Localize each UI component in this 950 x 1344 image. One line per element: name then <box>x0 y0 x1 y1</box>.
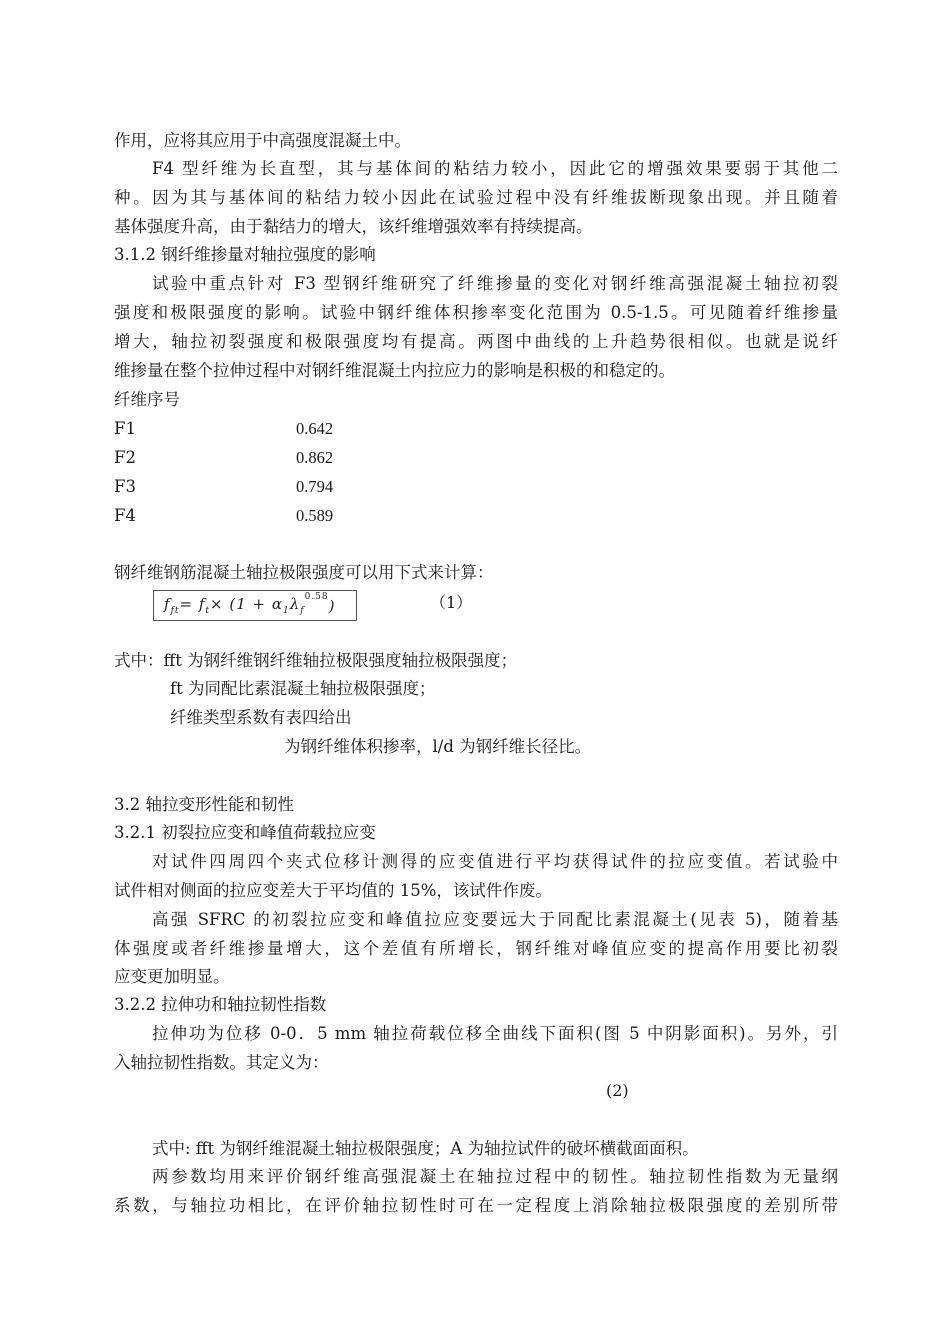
paragraph-line: F4 型纤维为长直型，其与基体间的粘结力较小，因此它的增强效果要弱于其他二 <box>152 159 838 178</box>
table-cell-id: F3 <box>114 477 136 496</box>
table-cell-value: 0.794 <box>296 477 334 496</box>
paragraph-line: 种。因为其与基体间的粘结力较小因此在试验过程中没有纤维拔断现象出现。并且随着 <box>114 188 838 207</box>
formula-lhs: $f_{ft}$ <box>164 595 180 616</box>
paragraph-line: 试验中重点针对 F3 型钢纤维研究了纤维掺量的变化对钢纤维高强混凝土轴拉初裂 <box>152 274 838 293</box>
formula-rest: × ($1 + \alpha_1$ <box>210 595 290 616</box>
formula-mid: = $f_t$ <box>179 595 211 616</box>
formula-close: ) <box>328 596 336 615</box>
paragraph-line: 作用，应将其应用于中高强度混凝土中。 <box>114 131 411 150</box>
paragraph-line: 强度和极限强度的影响。试验中钢纤维体积掺率变化范围为 0.5-1.5。可见随着纤维掺量 <box>114 303 838 322</box>
formula-image <box>153 590 357 621</box>
section-heading: 3.2 轴拉变形性能和韧性 <box>114 795 294 814</box>
paragraph-line: 基体强度升高，由于黏结力的增大，该纤维增强效率有持续提高。 <box>114 217 593 236</box>
where-line: ft 为同配比素混凝土轴拉极限强度； <box>170 679 436 698</box>
paragraph-line: 入轴拉韧性指数。其定义为： <box>114 1053 329 1072</box>
paragraph-line: 系数，与轴拉功相比，在评价轴拉韧性时可在一定程度上消除轴拉极限强度的差别所带 <box>114 1196 838 1215</box>
where-line: 为钢纤维体积掺率，l/d 为钢纤维长径比。 <box>284 737 592 756</box>
paragraph-line: 维掺量在整个拉伸过程中对钢纤维混凝土内拉应力的影响是积极的和稳定的。 <box>114 361 675 380</box>
equation-number: （1） <box>430 593 473 612</box>
where-line: 式中：fft 为钢纤维钢纤维轴拉极限强度轴拉极限强度； <box>114 651 518 670</box>
subsection-heading: 3.2.1 初裂拉应变和峰值荷载拉应变 <box>114 823 376 842</box>
paragraph-line: 试件相对侧面的拉应变差大于平均值的 15%，该试件作废。 <box>114 881 552 900</box>
paragraph-line: 增大，轴拉初裂强度和极限强度均有提高。两图中曲线的上升趋势很相似。也就是说纤 <box>114 332 838 351</box>
table-cell-id: F4 <box>114 506 136 525</box>
table-cell-id: F1 <box>114 419 136 438</box>
paragraph-line: 对试件四周四个夹式位移计测得的应变值进行平均获得试件的拉应变值。若试验中 <box>152 852 838 871</box>
paragraph-line: 两参数均用来评价钢纤维高强混凝土在轴拉过程中的韧性。轴拉韧性指数为无量纲 <box>152 1167 838 1186</box>
section-heading: 3.1.2 钢纤维掺量对轴拉强度的影响 <box>114 245 376 264</box>
table-cell-id: F2 <box>114 448 136 467</box>
formula-lambda: $\lambda_f^{0.58}$ <box>289 592 329 616</box>
subsection-heading: 3.2.2 拉伸功和轴拉韧性指数 <box>114 995 327 1014</box>
formula-intro: 钢纤维钢筋混凝土轴拉极限强度可以用下式来计算： <box>114 563 494 582</box>
table-cell-value: 0.862 <box>296 448 334 467</box>
table-header: 纤维序号 <box>114 390 180 409</box>
paragraph-line: 式中: fft 为钢纤维混凝土轴拉极限强度；A 为轴拉试件的破坏横截面面积。 <box>152 1139 699 1158</box>
paragraph-line: 应变更加明显。 <box>114 967 230 986</box>
where-line: 纤维类型系数有表四给出 <box>170 708 352 727</box>
table-cell-value: 0.589 <box>296 506 334 525</box>
paragraph-line: 高强 SFRC 的初裂拉应变和峰值拉应变要远大于同配比素混凝土(见表 5)，随着基 <box>152 910 838 929</box>
paragraph-line: 体强度或者纤维掺量增大，这个差值有所增长，钢纤维对峰值应变的提高作用要比初裂 <box>114 939 838 958</box>
paragraph-line: 拉伸功为位移 0-0．5 mm 轴拉荷载位移全曲线下面积(图 5 中阴影面积)。另外，引 <box>152 1024 838 1043</box>
equation-number: (2) <box>606 1081 629 1100</box>
table-cell-value: 0.642 <box>296 419 334 438</box>
